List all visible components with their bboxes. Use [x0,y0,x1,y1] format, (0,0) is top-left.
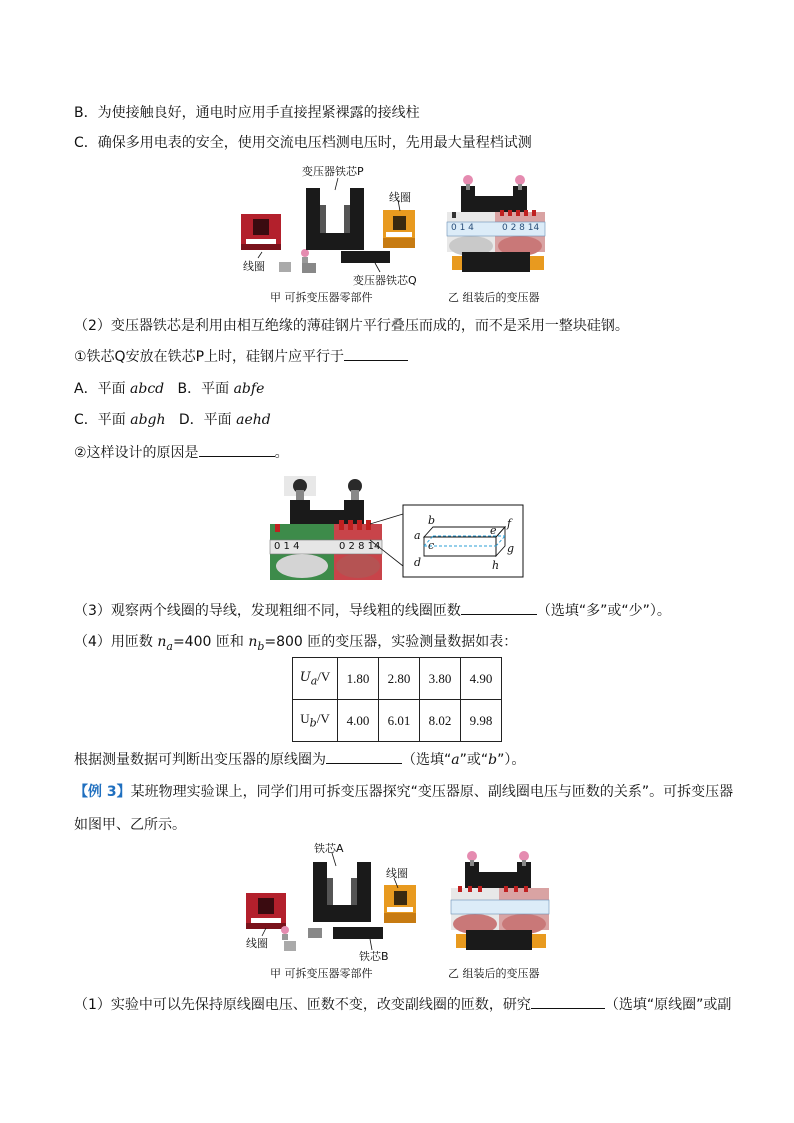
table-cell: 9.98 [461,700,502,742]
q2-sub2-end: 。 [274,445,289,461]
example-tag: 【例 3】 [74,784,131,800]
opt-a-name: abcd [130,381,165,397]
vertex-d: d [414,556,422,569]
table-cell: 1.80 [338,658,379,700]
q3-text: （3）观察两个线圈的导线，发现粗细不同，导线粗的线圈匝数 [74,603,461,619]
row1-header: $U_a/V$ [293,658,338,700]
label-coil-right: 线圈 [389,191,411,204]
vertex-b: b [428,514,436,527]
conclusion-text: 根据测量数据可判断出变压器的原线圈为 [74,752,326,768]
core-b-part [333,927,383,939]
table-cell: 8.02 [420,700,461,742]
core-a-part [313,862,371,922]
caption-left: 甲 可拆变压器零部件 [270,291,373,304]
scale-left-1: 0 1 4 [451,223,474,233]
q3-hint: （选填“多”或“少”）。 [536,603,671,619]
option-b: B．为使接触良好，通电时应用手直接捏紧裸露的接线柱 [74,105,420,121]
caption-right: 乙 组装后的变压器 [448,967,540,980]
label-core-a: 铁芯A [314,842,344,855]
table-cell: 3.80 [420,658,461,700]
label-coil-right: 线圈 [386,867,408,880]
q2-stem: （2）变压器铁芯是利用由相互绝缘的薄硅钢片平行叠压而成的，而不是采用一整块硅钢。 [74,318,629,334]
table-cell: 6.01 [379,700,420,742]
row2-header: $U_b/V$ [293,700,338,742]
opt-b-prefix: B．平面 [177,381,234,397]
label-core-p: 变压器铁芯P [302,165,364,178]
terminal-parts [281,926,322,951]
nb-sub: b [257,639,265,653]
caption-right: 乙 组装后的变压器 [448,291,540,304]
conclusion-hint-mid: ”或“ [459,752,489,768]
scale-right-1: 0 2 8 14 [502,223,540,233]
label-core-q: 变压器铁芯Q [353,274,417,287]
q1 [74,994,731,1015]
opt-d-prefix: D．平面 [178,412,237,428]
opt-b-name: abfe [233,381,265,397]
vertex-h: h [492,559,500,572]
na-sub: a [166,639,173,653]
q4-prefix: （4）用匝数 [74,634,158,650]
nb-var: n [248,634,258,650]
label-coil-left: 线圈 [243,260,265,273]
vertex-a: a [414,529,421,542]
orange-coil-part [384,885,416,923]
q1-hint: （选填“原线圈”或副 [604,997,732,1013]
opt-c-name: abgh [130,412,166,428]
scale-left-2: 0 1 4 [274,541,300,552]
label-coil-left: 线圈 [246,937,268,950]
conclusion-hint-end: ”）。 [497,752,526,768]
assembled-transformer [451,851,549,950]
option-c: C．确保多用电表的安全，使用交流电压档测电压时，先用最大量程档试测 [74,135,532,151]
vertex-f: f [507,517,512,530]
opt-c-prefix: C．平面 [74,412,131,428]
example-3-line2: 如图甲、乙所示。 [74,817,186,833]
conclusion-b: b [488,752,498,768]
q4-mid2: =800 匝的变压器，实验测量数据如表： [264,634,518,650]
conclusion-a: a [451,752,460,768]
q4-mid1: =400 匝和 [172,634,249,650]
table-cell: 4.00 [338,700,379,742]
scale-right-2: 0 2 8 14 [339,541,381,552]
vertex-e: e [490,524,497,537]
q2-sub2-text: ②这样设计的原因是 [74,445,199,461]
vertex-g: g [507,542,515,555]
q1-text: （1）实验中可以先保持原线圈电压、匝数不变，改变副线圈的匝数，研究 [74,997,531,1013]
answer-blank-5[interactable] [531,994,605,1009]
table-cell: 4.90 [461,658,502,700]
table-cell: 2.80 [379,658,420,700]
vertex-c: c [428,539,435,552]
conclusion-hint-pre: （选填“ [402,752,452,768]
na-var: n [157,634,167,650]
caption-left: 甲 可拆变压器零部件 [270,967,373,980]
example-3-text1: 某班物理实验课上，同学们用可拆变压器探究“变压器原、副线圈电压与匝数的关系”。可拆变压器 [130,784,734,800]
opt-a-prefix: A．平面 [74,381,131,397]
label-core-b: 铁芯B [359,950,389,963]
q2-sub1-text: ①铁芯Q安放在铁芯P上时，硅钢片应平行于 [74,349,345,365]
red-coil-part [246,893,286,929]
opt-d-name: aehd [236,412,271,428]
